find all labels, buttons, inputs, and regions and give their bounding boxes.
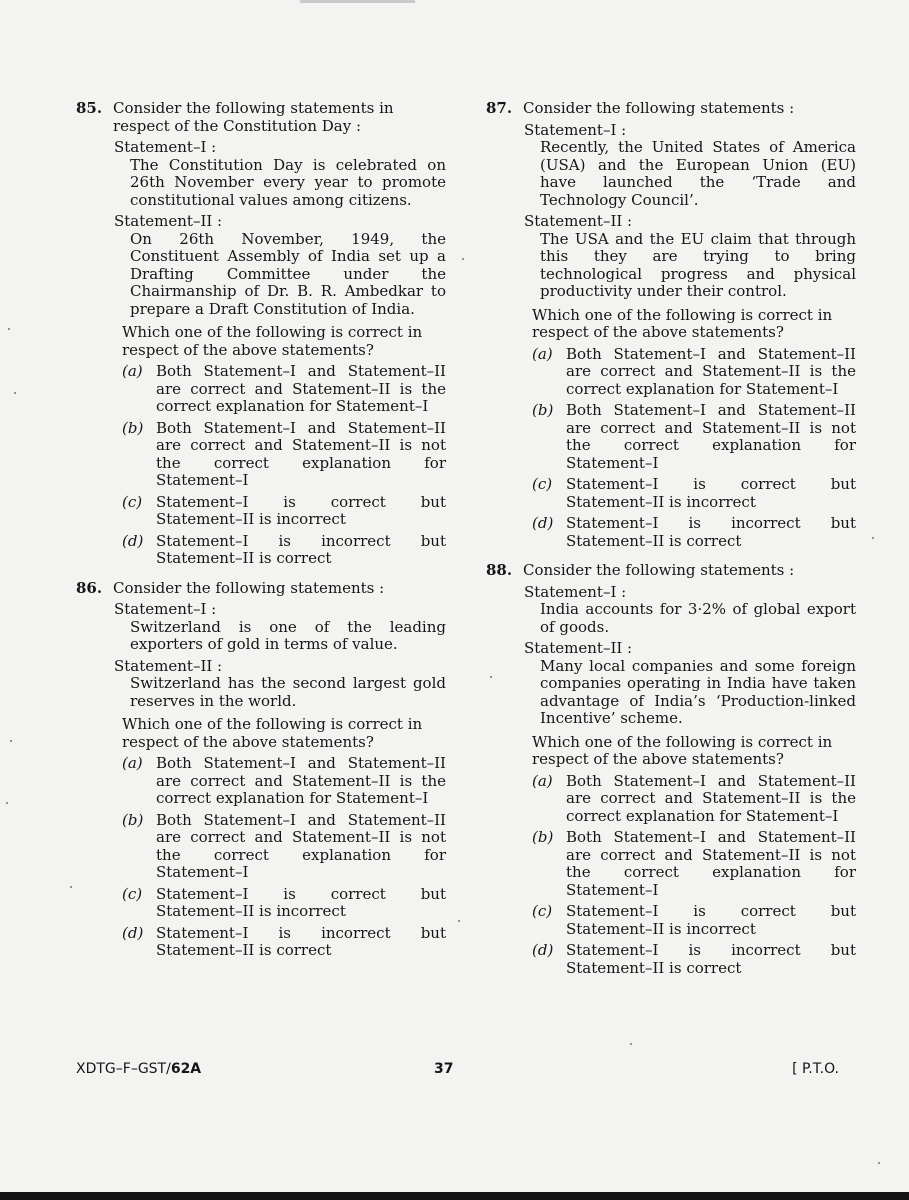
option-b	[114, 420, 446, 490]
question-prompt: Which one of the following is correct in respect of the above statements?	[532, 305, 833, 341]
statement-label: Statement–I :	[114, 138, 217, 156]
pto-note: [ P.T.O.	[792, 1061, 839, 1077]
scan-speck	[458, 920, 460, 922]
option-label: (b)	[532, 401, 554, 419]
page-number: 37	[434, 1061, 454, 1077]
question-number: 87.	[486, 99, 513, 117]
option-label: (a)	[122, 754, 143, 772]
statement-1	[114, 601, 446, 654]
scan-speck	[70, 886, 72, 888]
option-text: Both Statement–I and Statement–II are correct and Statement–II is not the correct explanation for Statement–I	[566, 828, 856, 899]
question-prompt: Which one of the following is correct in respect of the above statements?	[532, 732, 833, 768]
option-b	[524, 829, 856, 899]
statement-label: Statement–I :	[524, 582, 627, 601]
statement-1	[524, 122, 856, 210]
option-b	[524, 402, 856, 472]
option-label: (a)	[122, 362, 143, 380]
question-stem: Consider the following statements in respect of the Constitution Day :	[113, 99, 394, 135]
option-a	[114, 755, 446, 808]
statement-text: The USA and the EU claim that through this they are trying to bring technological progress and physical productivity under their control.	[540, 229, 856, 300]
statement-label: Statement–II :	[114, 656, 223, 675]
option-a	[524, 346, 856, 399]
option-label: (b)	[532, 828, 554, 846]
left-column	[76, 100, 446, 972]
option-label: (d)	[532, 941, 554, 959]
paper-code-prefix: XDTG–F–GST/	[76, 1061, 171, 1077]
option-text: Both Statement–I and Statement–II are correct and Statement–II is not the correct explanation for Statement–I	[156, 810, 446, 881]
option-c	[524, 903, 856, 938]
option-text: Statement–I is incorrect but Statement–II is correct	[156, 531, 446, 567]
statement-2	[524, 213, 856, 301]
scan-speck	[490, 676, 492, 678]
option-label: (a)	[532, 771, 553, 790]
statement-label: Statement–II :	[524, 212, 633, 230]
paper-code-suffix: 62A	[170, 1061, 202, 1077]
statement-1	[524, 584, 856, 637]
question-85	[76, 100, 446, 568]
statement-label: Statement–I :	[524, 120, 627, 139]
option-b	[114, 812, 446, 882]
option-text: Statement–I is incorrect but Statement–II is correct	[156, 923, 446, 959]
option-label: (d)	[122, 531, 144, 550]
option-label: (c)	[122, 884, 143, 903]
option-label: (c)	[122, 492, 143, 511]
statement-label: Statement–I :	[114, 600, 217, 618]
question-number: 86.	[76, 578, 103, 597]
statement-label: Statement–II :	[524, 639, 633, 657]
question-88	[486, 562, 856, 977]
option-text: Both Statement–I and Statement–II are correct and Statement–II is the correct explanation for Statement–I	[566, 344, 856, 398]
statement-text: Recently, the United States of America (USA) and the European Union (EU) have launched the ‘Trade and Technology Council’.	[540, 138, 856, 209]
question-stem: Consider the following statements :	[523, 99, 795, 117]
statement-1	[114, 139, 446, 209]
statement-text: The Constitution Day is celebrated on 26th November every year to promote constitutional values among citizens.	[130, 155, 446, 209]
page-footer	[76, 1061, 839, 1081]
option-text: Statement–I is correct but Statement–II is incorrect	[566, 902, 856, 938]
option-d	[524, 942, 856, 977]
top-edge-mark	[300, 0, 415, 3]
option-label: (b)	[122, 810, 144, 829]
option-text: Statement–I is incorrect but Statement–II is correct	[566, 514, 856, 550]
question-87	[486, 100, 856, 550]
statement-2	[114, 658, 446, 711]
option-c	[524, 476, 856, 511]
option-c	[114, 886, 446, 921]
right-column	[486, 100, 856, 989]
scan-speck	[6, 802, 8, 804]
option-label: (b)	[122, 418, 144, 437]
option-text: Statement–I is correct but Statement–II is incorrect	[156, 492, 446, 528]
scan-speck	[462, 258, 464, 260]
option-label: (c)	[532, 475, 553, 493]
option-text: Both Statement–I and Statement–II are correct and Statement–II is not the correct explanation for Statement–I	[156, 418, 446, 489]
option-text: Statement–I is correct but Statement–II is incorrect	[566, 475, 856, 511]
option-label: (a)	[532, 344, 553, 363]
statement-label: Statement–II :	[114, 212, 223, 230]
question-stem: Consider the following statements :	[113, 578, 385, 597]
option-text: Both Statement–I and Statement–II are correct and Statement–II is not the correct explanation for Statement–I	[566, 401, 856, 472]
option-label: (d)	[122, 923, 144, 942]
option-d	[524, 515, 856, 550]
statement-text: Switzerland is one of the leading exporters of gold in terms of value.	[130, 617, 446, 653]
paper-code	[76, 1061, 201, 1077]
scan-speck	[14, 392, 16, 394]
statement-text: Switzerland has the second largest gold reserves in the world.	[130, 674, 446, 710]
question-prompt: Which one of the following is correct in respect of the above statements?	[122, 715, 423, 751]
scan-speck	[872, 537, 874, 539]
statement-2	[114, 213, 446, 318]
option-label: (d)	[532, 514, 554, 532]
option-d	[114, 533, 446, 568]
question-prompt: Which one of the following is correct in respect of the above statements?	[122, 323, 423, 359]
statement-2	[524, 640, 856, 728]
bottom-edge-bar	[0, 1192, 909, 1200]
option-d	[114, 925, 446, 960]
statement-text: India accounts for 3·2% of global export of goods.	[540, 600, 856, 636]
option-c	[114, 494, 446, 529]
option-a	[114, 363, 446, 416]
option-text: Statement–I is correct but Statement–II is incorrect	[156, 884, 446, 920]
option-text: Statement–I is incorrect but Statement–II is correct	[566, 941, 856, 977]
scan-speck	[878, 1162, 880, 1164]
option-text: Both Statement–I and Statement–II are correct and Statement–II is the correct explanation for Statement–I	[156, 754, 446, 807]
option-label: (c)	[532, 902, 553, 920]
option-text: Both Statement–I and Statement–II are correct and Statement–II is the correct explanation for Statement–I	[566, 771, 856, 825]
question-number: 85.	[76, 99, 103, 117]
statement-text: Many local companies and some foreign companies operating in India have taken advantage of India’s ‘Production-linked Incentive’ scheme.	[540, 656, 856, 727]
statement-text: On 26th November, 1949, the Constituent Assembly of India set up a Drafting Committee under the Chairmanship of Dr. B. R. Ambedkar to prepare a Draft Constitution of India.	[130, 229, 446, 318]
scan-speck	[630, 1043, 632, 1045]
question-number: 88.	[486, 561, 513, 579]
option-a	[524, 773, 856, 826]
option-text: Both Statement–I and Statement–II are correct and Statement–II is the correct explanation for Statement–I	[156, 362, 446, 415]
scan-speck	[10, 740, 12, 742]
question-86	[76, 580, 446, 960]
scan-speck	[8, 328, 10, 330]
question-stem: Consider the following statements :	[523, 561, 795, 579]
